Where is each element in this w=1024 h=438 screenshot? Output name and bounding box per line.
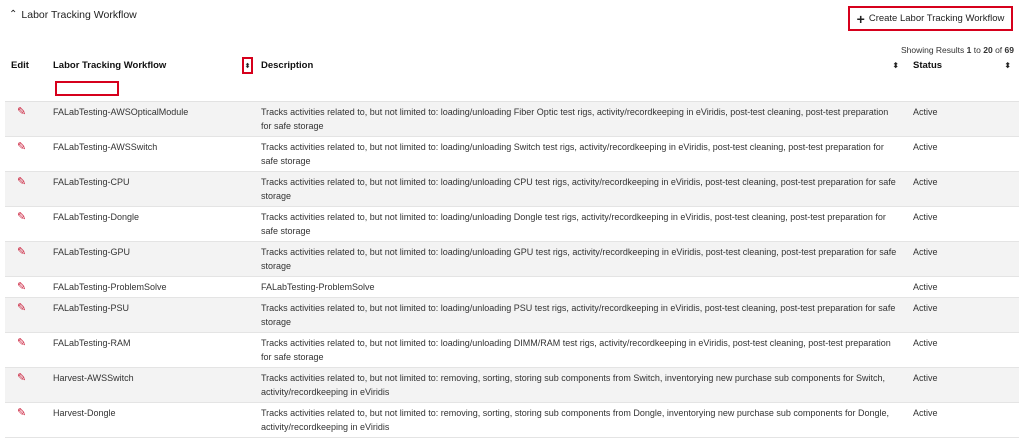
table-row (5, 207, 1019, 242)
results-to: 20 (983, 45, 993, 55)
sort-icon[interactable]: ⬍ (242, 57, 253, 74)
workflow-table (5, 56, 1019, 438)
description-cell: Tracks activities related to, but not limited to: loading/unloading PSU test rigs, activity/recordkeeping in eViridis, post-test cleaning, post-test preparation for safe storage (255, 298, 907, 333)
sort-icon[interactable]: ⬍ (1004, 61, 1011, 70)
description-cell: Tracks activities related to, but not limited to: removing, sorting, storing sub components from Switch, inventorying new purchase sub components for Switch, activity/recordkeeping in eViridis (255, 368, 907, 403)
table-row (5, 333, 1019, 368)
column-header-description-label: Description (261, 60, 314, 71)
results-summary (901, 45, 1014, 55)
status-cell: Active (907, 242, 1019, 277)
workflow-cell: Harvest-AWSSwitch (47, 368, 255, 403)
pencil-icon[interactable]: ✎ (17, 211, 27, 223)
status-cell: Active (907, 102, 1019, 137)
pencil-icon[interactable]: ✎ (17, 281, 27, 293)
table-header-row (5, 56, 1019, 75)
status-cell: Active (907, 403, 1019, 438)
pencil-icon[interactable]: ✎ (17, 106, 27, 118)
table-body (5, 102, 1019, 438)
workflow-cell: FALabTesting-AWSOpticalModule (47, 102, 255, 137)
table-row (5, 172, 1019, 207)
table-row (5, 242, 1019, 277)
filter-row (5, 75, 1019, 102)
column-header-edit: Edit (11, 60, 29, 71)
results-to-word: to (973, 45, 981, 55)
description-cell: Tracks activities related to, but not limited to: loading/unloading Fiber Optic test rigs, activity/recordkeeping in eViridis, post-test cleaning, post-test preparation for safe storage (255, 102, 907, 137)
description-cell: Tracks activities related to, but not limited to: removing, sorting, storing sub components from Dongle, inventorying new purchase sub components for Dongle, activity/recordkeeping in eViridis (255, 403, 907, 438)
table-row (5, 277, 1019, 298)
column-header-description[interactable] (255, 56, 907, 75)
column-header-status-label: Status (913, 60, 943, 71)
workflow-cell: FALabTesting-GPU (47, 242, 255, 277)
table-row (5, 368, 1019, 403)
pencil-icon[interactable]: ✎ (17, 246, 27, 258)
column-header-workflow-label: Labor Tracking Workflow (53, 60, 167, 71)
create-workflow-button[interactable] (848, 6, 1013, 31)
description-cell: Tracks activities related to, but not limited to: loading/unloading Switch test rigs, activity/recordkeeping in eViridis, post-test cleaning, post-test preparation for safe storage (255, 137, 907, 172)
results-from: 1 (966, 45, 972, 55)
pencil-icon[interactable]: ✎ (17, 302, 27, 314)
status-cell: Active (907, 368, 1019, 403)
table-row (5, 102, 1019, 137)
pencil-icon[interactable]: ✎ (17, 407, 27, 419)
status-cell: Active (907, 298, 1019, 333)
description-cell: Tracks activities related to, but not limited to: loading/unloading GPU test rigs, activity/recordkeeping in eViridis, post-test cleaning, post-test preparation for safe storage (255, 242, 907, 277)
workflow-cell: FALabTesting-CPU (47, 172, 255, 207)
description-cell: Tracks activities related to, but not limited to: loading/unloading CPU test rigs, activity/recordkeeping in eViridis, post-test cleaning, post-test preparation for safe storage (255, 172, 907, 207)
pencil-icon[interactable]: ✎ (17, 176, 27, 188)
pencil-icon[interactable]: ✎ (17, 337, 27, 349)
results-total: 69 (1004, 45, 1014, 55)
workflow-cell: FALabTesting-RAM (47, 333, 255, 368)
plus-icon: + (856, 10, 865, 27)
workflow-cell: FALabTesting-Dongle (47, 207, 255, 242)
create-workflow-label: Create Labor Tracking Workflow (868, 13, 1005, 24)
table-row (5, 298, 1019, 333)
workflow-cell: FALabTesting-AWSSwitch (47, 137, 255, 172)
pencil-icon[interactable]: ✎ (17, 141, 27, 153)
table-row (5, 403, 1019, 438)
workflow-cell: FALabTesting-PSU (47, 298, 255, 333)
workflow-cell: Harvest-Dongle (47, 403, 255, 438)
workflow-filter-input[interactable] (55, 81, 119, 96)
status-cell: Active (907, 172, 1019, 207)
description-cell: Tracks activities related to, but not limited to: loading/unloading Dongle test rigs, activity/recordkeeping in eViridis, post-test cleaning, post-test preparation for safe storage (255, 207, 907, 242)
column-header-workflow[interactable] (47, 56, 255, 75)
status-cell: Active (907, 333, 1019, 368)
section-header[interactable] (9, 9, 137, 21)
sort-icon[interactable]: ⬍ (892, 61, 899, 70)
table-row (5, 137, 1019, 172)
description-cell: Tracks activities related to, but not limited to: loading/unloading DIMM/RAM test rigs, activity/recordkeeping in eViridis, post-test cleaning, post-test preparation for safe storage (255, 333, 907, 368)
chevron-up-icon[interactable]: ⌃ (9, 8, 18, 20)
status-cell: Active (907, 137, 1019, 172)
workflow-cell: FALabTesting-ProblemSolve (47, 277, 255, 298)
results-of-word: of (995, 45, 1003, 55)
description-cell: FALabTesting-ProblemSolve (255, 277, 907, 298)
status-cell: Active (907, 277, 1019, 298)
section-title: Labor Tracking Workflow (21, 9, 137, 21)
results-prefix: Showing Results (900, 45, 965, 55)
column-header-status[interactable] (907, 56, 1019, 75)
pencil-icon[interactable]: ✎ (17, 372, 27, 384)
status-cell: Active (907, 207, 1019, 242)
